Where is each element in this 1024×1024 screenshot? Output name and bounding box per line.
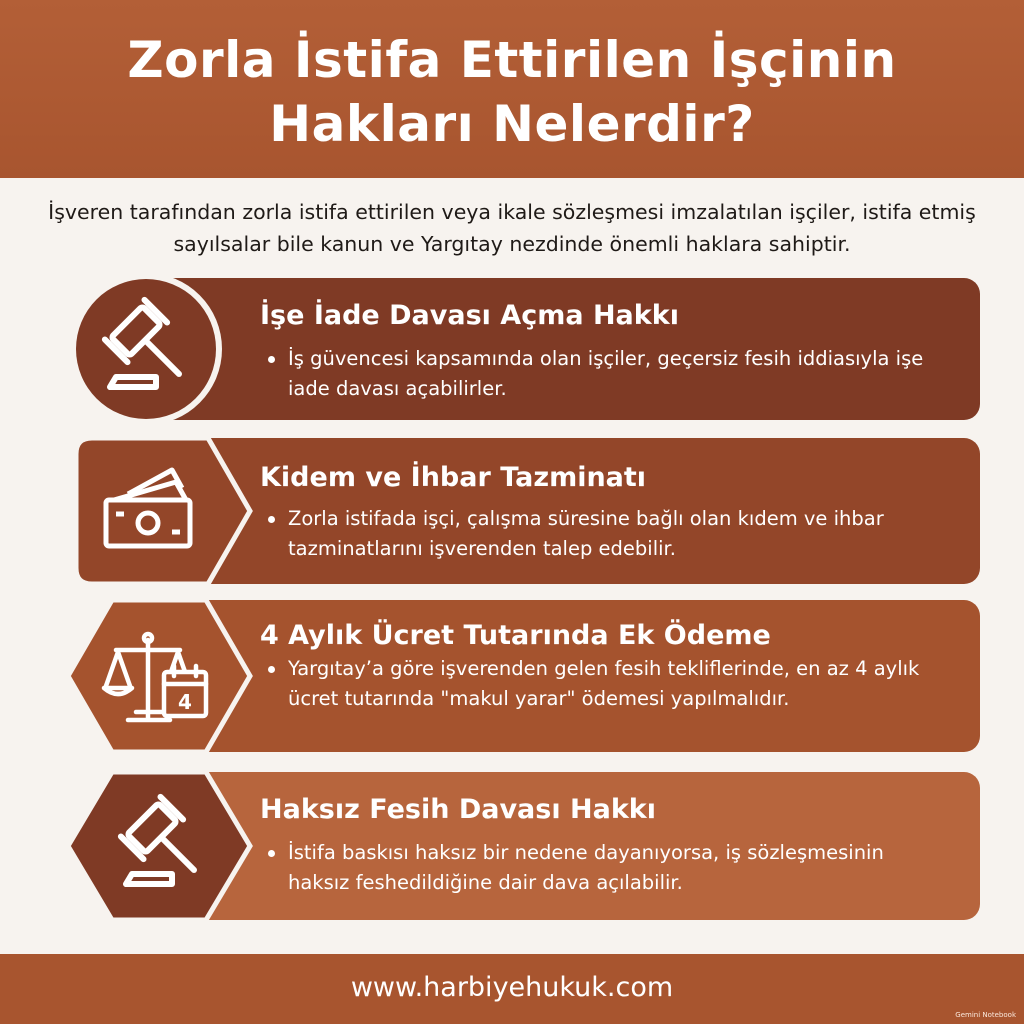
intro-text: İşveren tarafından zorla istifa ettirilen veya ikale sözleşmesi imzalatılan işçiler, istifa etmiş sayılsalar bile kanun ve Yargıtay nezdinde önemli haklara sahiptir.: [48, 200, 976, 256]
card-ek-odeme: [76, 600, 980, 752]
card-title: 4 Aylık Ücret Tutarında Ek Ödeme: [260, 620, 771, 651]
bullet-item: İstifa baskısı haksız bir nedene dayanıyorsa, iş sözleşmesinin haksız feshedildiğine dair dava açılabilir.: [266, 838, 950, 898]
card-haksiz-fesih: [76, 772, 980, 920]
gavel-icon: [66, 269, 226, 429]
footer-banner: [0, 954, 1024, 1024]
bullet-item: İş güvencesi kapsamında olan işçiler, geçersiz fesih iddiasıyla işe iade davası açabilirler.: [266, 344, 950, 404]
card-kidem-ihbar: [76, 438, 980, 584]
card-bullets: [266, 838, 950, 898]
card-title: Haksız Fesih Davası Hakkı: [260, 794, 656, 825]
gavel-icon: [66, 772, 256, 920]
card-bullets: [266, 504, 950, 564]
calendar-number: 4: [178, 690, 192, 714]
scales-calendar-icon: [66, 600, 256, 752]
card-bullets: [266, 344, 950, 404]
website-link[interactable]: www.harbiyehukuk.com: [350, 972, 674, 1003]
page-title: Zorla İstifa Ettirilen İşçinin Hakları Nelerdir?: [127, 31, 897, 153]
card-title: İşe İade Davası Açma Hakkı: [260, 300, 679, 331]
header-banner: [0, 0, 1024, 178]
bullet-item: Yargıtay’a göre işverenden gelen fesih tekliflerinde, en az 4 aylık ücret tutarında "makul yarar" ödemesi yapılmalıdır.: [266, 654, 950, 714]
card-title: Kidem ve İhbar Tazminatı: [260, 462, 647, 493]
money-icon: [76, 438, 266, 584]
card-ise-iade: [76, 278, 980, 420]
bullet-item: Zorla istifada işçi, çalışma süresine bağlı olan kıdem ve ihbar tazminatlarını işverenden talep edebilir.: [266, 504, 950, 564]
card-bullets: [266, 654, 950, 714]
watermark: Gemini Notebook: [955, 1011, 1016, 1019]
